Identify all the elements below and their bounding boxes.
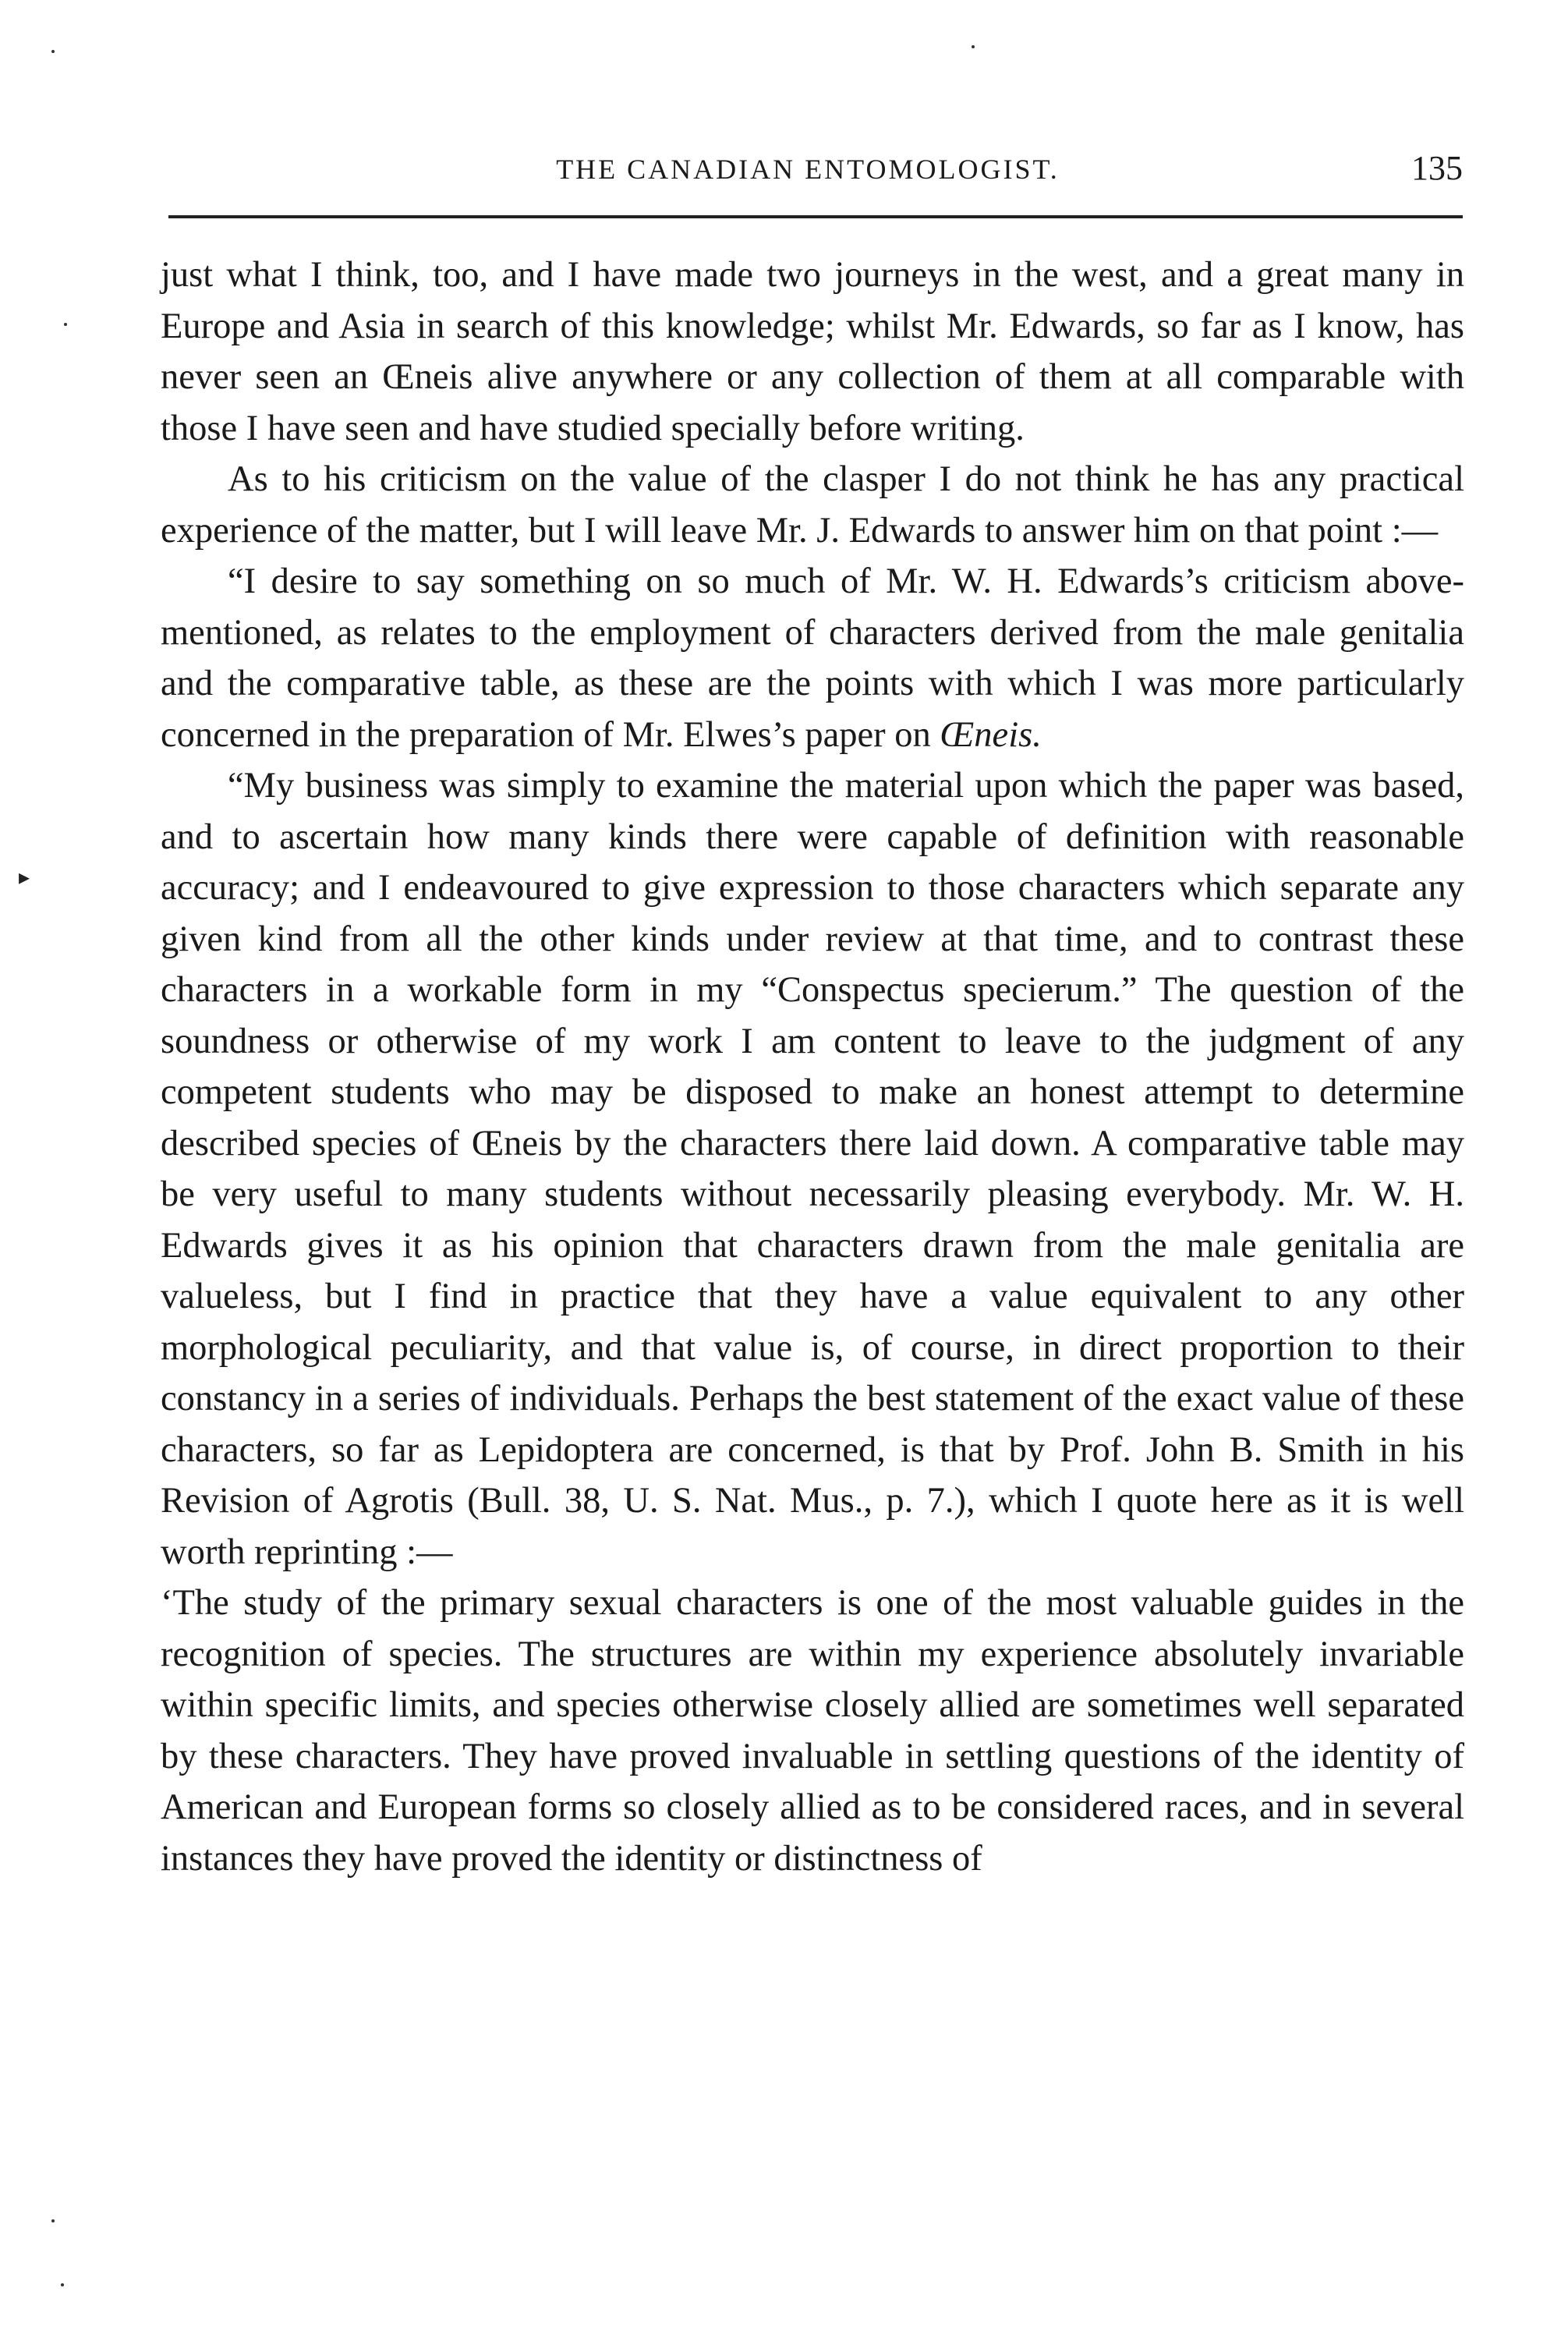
scan-speck (972, 45, 975, 48)
running-head (153, 149, 1463, 200)
paragraph-5: ‘The study of the primary sexual characters is one of the most valuable guides in the recognition of species. The structures are within my experience absolutely invariable within specific limits, and species otherwise closely allied are sometimes well separated by these characters. They have proved invaluable in settling questions of the identity of American and European forms so closely allied as to be considered races, and in several instances they have proved the identity or distinctness of (161, 1583, 1464, 1879)
page-number: 135 (1411, 149, 1463, 187)
scan-speck (64, 323, 67, 326)
scan-speck (61, 2283, 64, 2286)
scan-speck (51, 2219, 55, 2222)
header-rule (168, 215, 1463, 218)
margin-arrow-mark: ▸ (19, 866, 30, 890)
journal-title: THE CANADIAN ENTOMOLOGIST. (556, 154, 1060, 185)
paragraph-2: As to his criticism on the value of the clasper I do not think he has any practical experience of the matter, but I will leave Mr. J. Edwards to answer him on that point :— (161, 459, 1464, 551)
scan-speck (51, 50, 55, 53)
body-text (161, 250, 1464, 1884)
paragraph-1: just what I think, too, and I have made two journeys in the west, and a great many in Europe and Asia in search of this knowledge; whilst Mr. Edwards, so far as I know, has never seen an Œneis alive anywhere or any collection of them at all comparable with those I have seen and have studied specially before writing. (161, 255, 1464, 448)
paragraph-3-text: “I desire to say something on so much of Mr. W. H. Edwards’s criticism above-mentioned, as relates to the employment of characters derived from the male genitalia and the comparative table, as these are the points with which I was more particularly concerned in the preparation of Mr. Elwes’s paper on (161, 561, 1464, 755)
paragraph-3 (161, 556, 1464, 760)
paragraph-4: “My business was simply to examine the material upon which the paper was based, and to ascertain how many kinds there were capable of definition with reasonable accuracy; and I endeavoured to give expression to those characters which separate any given kind from all the other kinds under review at that time, and to contrast these characters in a workable form in my “Conspectus specierum.” The question of the soundness or otherwise of my work I am content to leave to the judgment of any competent students who may be disposed to make an honest attempt to determine described species of Œneis by the characters there laid down. A comparative table may be very useful to many students without necessarily pleasing everybody. Mr. W. H. Edwards gives it as his opinion that characters drawn from the male genitalia are valueless, but I find in practice that they have a value equivalent to any other morphological peculiarity, and that value is, of course, in direct proportion to their constancy in a series of individuals. Perhaps the best statement of the exact value of these characters, so far as Lepidoptera are concerned, is that by Prof. John B. Smith in his Revision of Agrotis (Bull. 38, U. S. Nat. Mus., p. 7.), which I quote here as it is well worth reprinting :— (161, 766, 1464, 1572)
paragraph-3-italic: Œneis. (940, 714, 1042, 755)
